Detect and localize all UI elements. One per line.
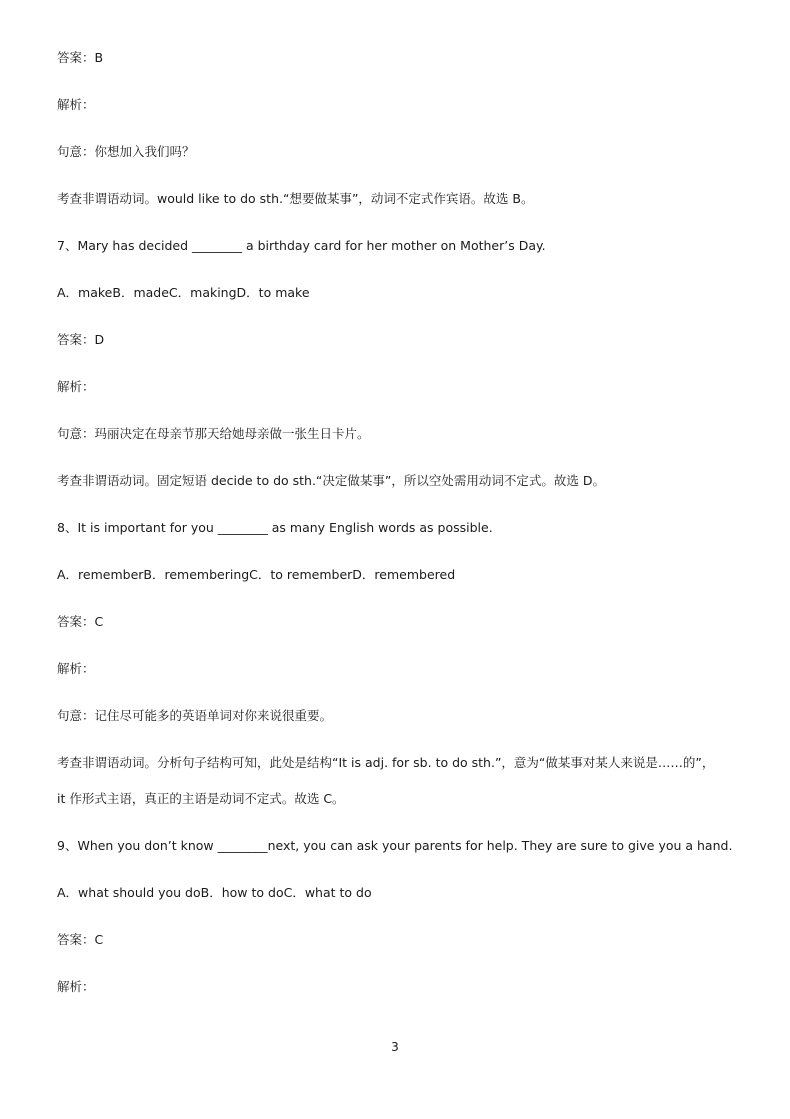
answer-line-q6: 答案：B [57,50,104,65]
question-9: 9、When you don’t know ________next, you can ask your parents for help. They are sure to give you a hand. [57,838,733,853]
explanation-line-q8-part1: 考查非谓语动词。分析句子结构可知，此处是结构“It is adj. for sb. to do sth.”，意为“做某事对某人来说是……的”， [57,755,715,770]
options-q8: A．rememberB．rememberingC．to rememberD．remembered [57,567,456,582]
options-q9: A．what should you doB．how to doC．what to do [57,885,372,900]
explanation-line-q7: 考查非谓语动词。固定短语 decide to do sth.“决定做某事”，所以空处需用动词不定式。故选 D。 [57,473,605,488]
meaning-line-q8: 句意：记住尽可能多的英语单词对你来说很重要。 [57,708,333,723]
question-8: 8、It is important for you ________ as many English words as possible. [57,520,493,535]
answer-line-q8: 答案：C [57,614,104,629]
options-q7: A．makeB．madeC．makingD．to make [57,285,310,300]
explanation-line-q8-part2: it 作形式主语，真正的主语是动词不定式。故选 C。 [57,791,345,806]
meaning-line-q7: 句意：玛丽决定在母亲节那天给她母亲做一张生日卡片。 [57,426,370,441]
analysis-label-q8: 解析： [57,661,95,676]
question-7: 7、Mary has decided ________ a birthday card for her mother on Mother’s Day. [57,238,546,253]
explanation-line-q6: 考查非谓语动词。would like to do sth.“想要做某事”，动词不定式作宾语。故选 B。 [57,191,534,206]
meaning-line-q6: 句意：你想加入我们吗？ [57,144,195,159]
answer-line-q7: 答案：D [57,332,105,347]
analysis-label-q7: 解析： [57,379,95,394]
analysis-label-q6: 解析： [57,97,95,112]
answer-line-q9: 答案：C [57,932,104,947]
analysis-label-q9: 解析： [57,979,95,994]
page-number: 3 [391,1040,399,1054]
